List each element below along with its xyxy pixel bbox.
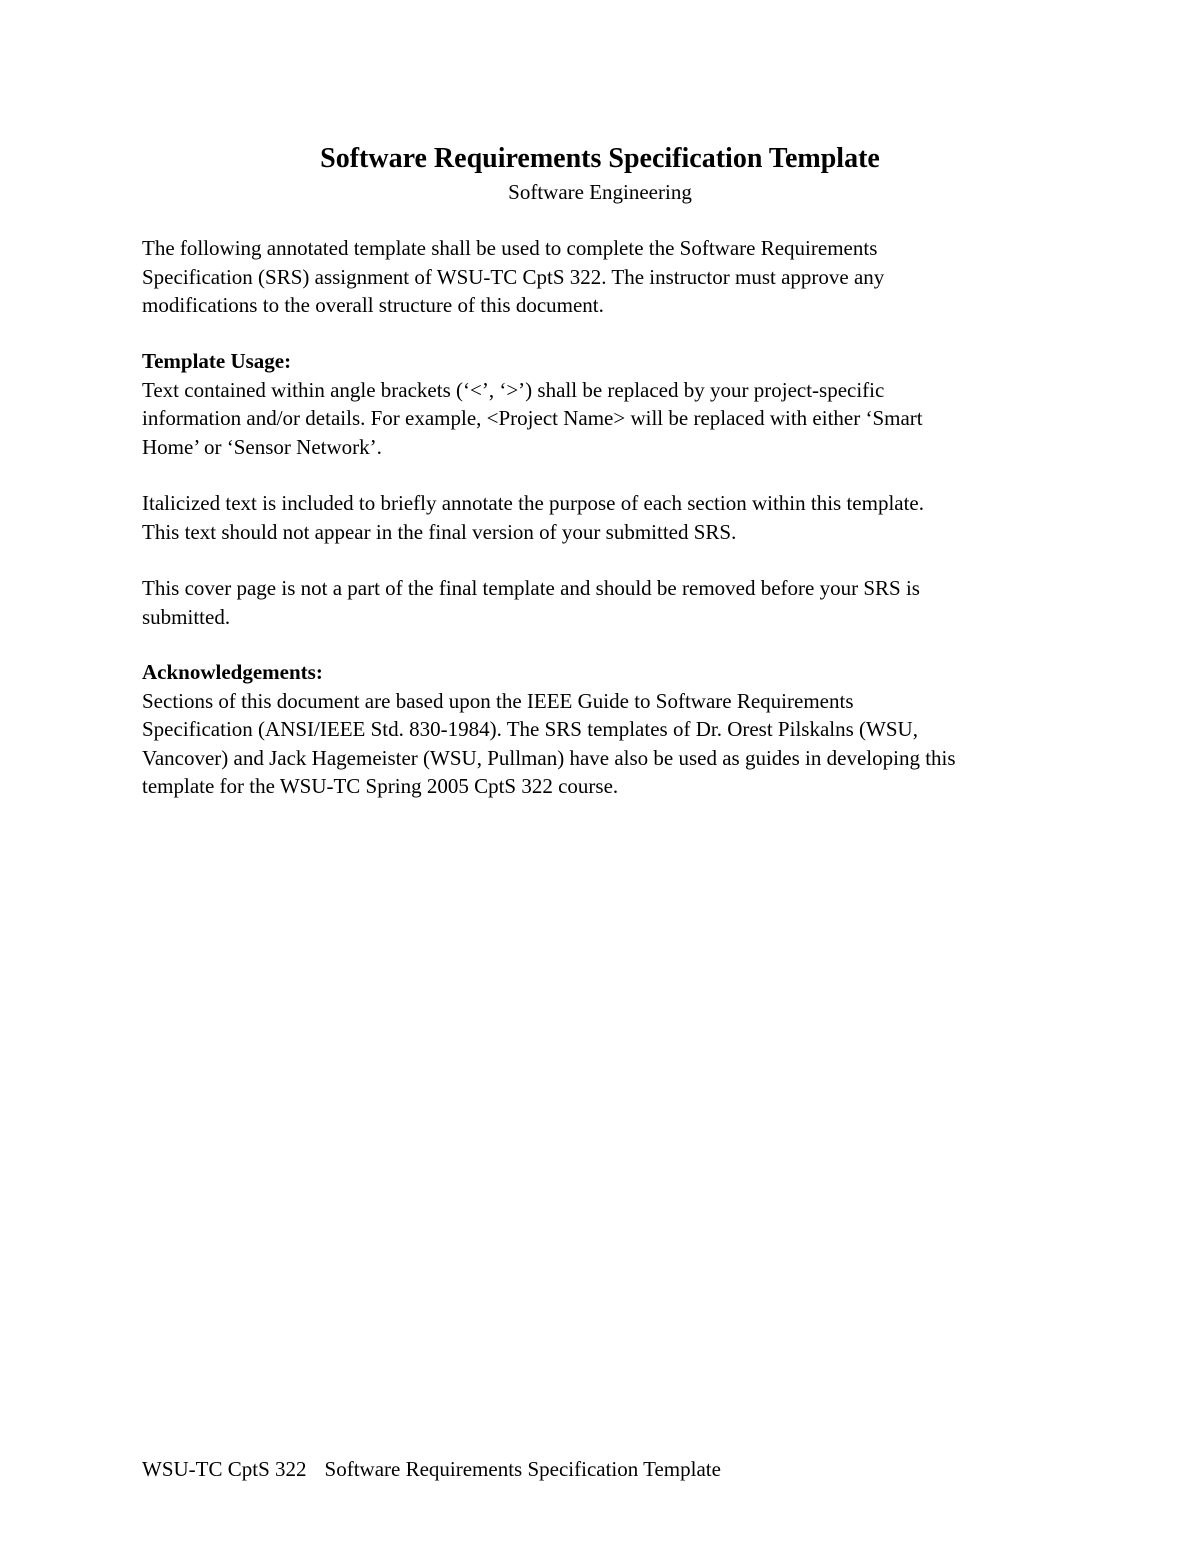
intro-paragraph [142, 234, 1082, 320]
template-usage-section [142, 347, 1082, 461]
acknowledgements-line: Vancover) and Jack Hagemeister (WSU, Pullman) have also be used as guides in developing this [142, 745, 956, 770]
italic-note-line: This text should not appear in the final version of your submitted SRS. [142, 519, 737, 544]
footer-doc-name: Software Requirements Specification Template [324, 1457, 721, 1481]
acknowledgements-line: Specification (ANSI/IEEE Std. 830-1984). The SRS templates of Dr. Orest Pilskalns (WSU, [142, 717, 918, 741]
cover-note-paragraph [142, 574, 1082, 631]
cover-note-line: submitted. [142, 604, 231, 629]
cover-note-line: This cover page is not a part of the final template and should be removed before your SRS is [142, 576, 920, 600]
acknowledgements-line: Sections of this document are based upon the IEEE Guide to Software Requirements [142, 688, 854, 713]
italic-note-paragraph [142, 489, 1082, 546]
template-usage-line: Home’ or ‘Sensor Network’. [142, 434, 382, 459]
intro-line: modifications to the overall structure of this document. [142, 293, 604, 317]
acknowledgements-line: template for the WSU-TC Spring 2005 CptS 322 course. [142, 774, 619, 798]
acknowledgements-section [142, 658, 1082, 801]
intro-line: The following annotated template shall be used to complete the Software Requirements [142, 236, 878, 260]
page-footer [142, 1455, 721, 1483]
template-usage-line: Text contained within angle brackets (‘<’, ‘>’) shall be replaced by your project-specific [142, 377, 885, 402]
template-usage-line: information and/or details. For example, <Project Name> will be replaced with either ‘Smart [142, 406, 923, 430]
intro-line: Specification (SRS) assignment of WSU-TC CptS 322. The instructor must approve any [142, 264, 885, 289]
document-title: Software Requirements Specification Template [320, 143, 880, 174]
template-usage-heading: Template Usage: [142, 349, 292, 373]
italic-note-line: Italicized text is included to briefly annotate the purpose of each section within this template. [142, 491, 925, 515]
footer-course: WSU-TC CptS 322 [142, 1457, 307, 1481]
acknowledgements-heading: Acknowledgements: [142, 660, 323, 684]
document-subtitle: Software Engineering [508, 180, 692, 204]
